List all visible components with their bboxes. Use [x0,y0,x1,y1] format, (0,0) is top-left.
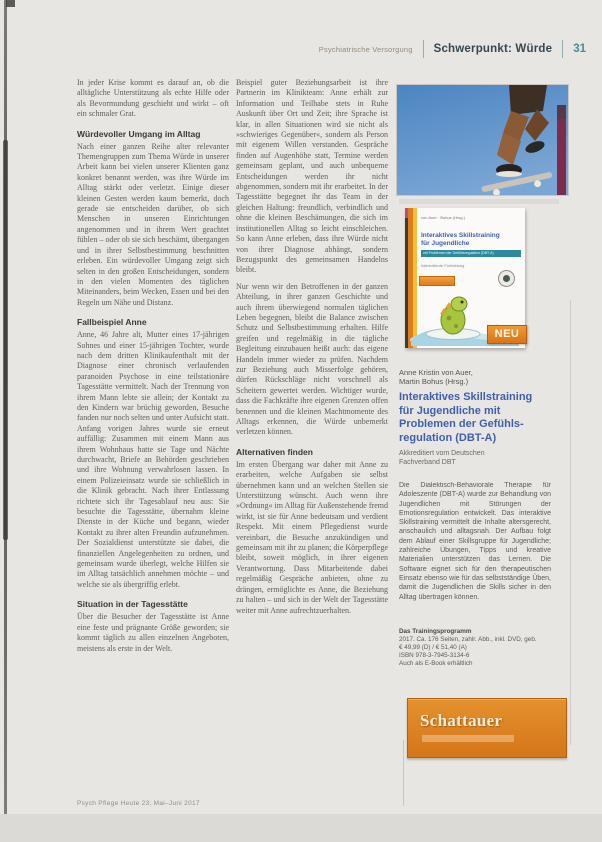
ad-author-line1: Anne Kristin von Auer, [399,368,473,377]
ad-details-heading: Das Trainingsprogramm [399,627,472,635]
running-head [319,40,586,58]
paragraph: Beispiel guter Beziehungsarbeit ist ihre Partnerin im Klinikteam: Anne erhält zur Information und Teilhabe stets in Ruhe Auskunft über Ort und Zeit; ihre Sprache ist klar, in allen Situationen wird sie nicht als »schwieriges Gegenüber«, sondern als Person mit eigenem Willen verstanden. Gespräche finden auf Augenhöhe statt, Termine werden gemeinsam geplant, und auch unbequeme Entscheidungen werden ihr nicht abgenommen, sondern mit ihr erarbeitet. In der Tagesstätte begegnet ihr das Team in der gleichen Haltung: freundlich, verbindlich und ohne die kleinen Beschämungen, die sich im institutionellen Alltag so leicht einschleichen. So kann Anne erleben, dass ihre Würde nicht von ihrer Diagnose abhängt, sondern Bezugspunkt des gemeinsamen Handelns bleibt. [236,78,388,275]
section-heading-wuerdevoller-umgang: Würdevoller Umgang im Alltag [77,128,201,139]
issue-topic-label: Schwerpunkt: Würde [433,43,553,55]
journal-footer: Psych Pflege Heute 23; Mai–Juni 2017 [77,800,200,807]
paragraph: In jeder Krise kommt es darauf an, ob die alltägliche Unterstützung als echte Hilfe oder als Bevormundung geschieht und wirkt – oft ein schmaler Grat. [77,78,229,119]
ad-title-line: für Jugendliche mit [399,404,501,417]
photo-caption-blur [399,199,559,204]
ad-description: Die Dialektisch-Behaviorale Therapie für Adoleszente (DBT-A) wurde zur Behandlung von Jugendlichen mit Störungen der Emotionsregulation entwickelt. Das interaktive Skillstraining vermittelt die Inhalte altersgerecht, anschaulich und alltagsnah. Der Aufbau folgt dem Ablauf einer Skillsgruppe für Jugendliche; zahlreiche Übungen, Tipps und kreative Materialien unterstützen das Lernen. Die Software eignet sich für den therapeutischen Einsatz ebenso wie für das selbstständige Üben, damit die Jugendlichen die Skills sicher in den Alltag übertragen können. [399,482,551,601]
ad-book-subtitle [399,450,569,467]
cover-title-line1: Interaktives Skillstraining [421,232,500,239]
ad-details-line: € 49,99 (D) / € 51,40 (A) [399,643,467,651]
cover-subtitle-banner: mit Problemen der Gefühlsregulation (DBT-A) [421,250,521,257]
paragraph: Nur wenn wir den Betroffenen in der ganzen Abteilung, in ihrer ganzen Geschichte und auch ihrem überwiegend normalen täglichen Leben begegnen, bleibt die Balance zwischen Schutz und Selbstbestimmung erhalten. Hilfe greifen und regelmäßig in die tägliche Begleitung einzubauen heißt auch: das eigene Handeln immer wieder zu prüfen. Nachdem zur Beziehung auch Misserfolge gehören, dürfen Rückschläge nicht vorschnell als Scheitern gewertet werden. Wichtiger wurde, dass die Fachkräfte ihre eigenen Grenzen offen benennen und die kleinen Machtmomente des Alltags erkennen, die Würde unbemerkt verletzen können. [236,281,388,437]
ad-title-line: regulation (DBT-A) [399,431,497,444]
ad-author-line2: Martin Bohus (Hrsg.) [399,377,469,386]
ad-subtitle-line1: Akkreditiert vom Deutschen [399,450,485,457]
scan-corner-mark [6,0,15,7]
paragraph: Nach einer ganzen Reihe alter relevanter Themengruppen zum Thema Würde in unserer Arbeit kann bei vielen unserer Klienten ganz konkret benannt werden, was ihre Würde im Alltag stärkt oder verletzt. Einige dieser kleinen Gesten werden kaum bemerkt, doch gerade sie entscheiden darüber, ob sich Menschen in unseren Einrichtungen angenommen und in ihrem Wert geachtet fühlen – oder ob sie sich beschämt, übergangen und in ihrer Selbstbestimmung beschnitten erleben. Ein würdevoller Umgang zeigt sich selten in den großen Entscheidungen, sondern in den vielen Momenten des täglichen Miteinanders, beim Wecken, Essen und bei den Regeln um Nähe und Distanz. [77,141,229,307]
cover-title [421,232,521,247]
ad-details-line: Auch als E-Book erhältlich [399,659,473,667]
ad-title-line: Problemen der Gefühls- [399,418,524,430]
page-bottom-edge [0,814,602,842]
ad-authors [399,368,569,386]
ad-right-rule [570,300,571,745]
skateboarder-photo [397,85,568,195]
cover-edition-note: Akkreditierte Fortbildung [421,263,465,268]
section-heading-alternativen-finden: Alternativen finden [236,446,313,457]
ad-subtitle-line2: Fachverband DBT [399,458,456,466]
publisher-seal-icon [498,270,515,287]
book-advertisement [397,85,569,758]
cover-title-line2: für Jugendliche [421,239,470,247]
cover-spine-stripe-pink [405,208,408,218]
section-heading-fallbeispiel-anne: Fallbeispiel Anne [77,317,147,328]
schattauer-wordmark: Schattauer [420,710,503,730]
neu-badge: NEU [487,325,527,344]
paragraph: Im ersten Übergang war daher mit Anne zu erarbeiten, welche Aufgaben sie selbst übernehmen kann und an welchen Stellen sie Unterstützung wünscht. Auch wenn ihre »Ordnung« im Alltag für Außenstehende fremd wirkt, ist sie für Anne bedeutsam und verdient Respekt. Mit einem Pflegedienst wurde vereinbart, die Besuche anzukündigen und gemeinsam mit ihr zu planen; die Körperpflege bleibt, soweit möglich, in ihrer eigenen Verantwortung. Dass Mitarbeitende dabei regelmäßig Gespräche anbieten, ohne zu drängen, ermöglichte es Anne, die Beziehung zu halten – und sich in der Welt der Tagesstätte weiter mit Anne aufrechtzuerhalten. [236,459,388,615]
cover-authors: von Auer · Bohus (Hrsg.) [421,215,466,220]
ad-bibliographic-details [399,628,569,668]
header-divider [423,40,424,58]
ad-details-line: 2017. Ca. 176 Seiten, zahlr. Abb., inkl. DVD, geb. [399,635,537,643]
ad-title-line: Interaktives Skillstraining [399,391,533,403]
binding-shadow-dark [3,140,8,540]
header-divider [562,40,563,58]
schattauer-logo-box [407,698,567,758]
ad-details-line: ISBN 978-3-7945-3134-6 [399,651,470,659]
schattauer-tagline-bar [422,735,514,742]
cover-orange-chip [419,276,455,286]
article-column-1 [77,78,229,660]
article-column-2 [236,78,388,622]
section-heading-situation-tagesstaette: Situation in der Tagesstätte [77,599,188,610]
paragraph: Anne, 46 Jahre alt, Mutter eines 17-jährigen Sohnes und einer 15-jährigen Tochter, wurde nach dem dritten Klinikaufenthalt mit der Diagnose einer chronisch verlaufenden paranoiden Psychose in eine teilstationäre Tagesstätte vermittelt. Nach der Trennung von ihrem Mann lebte sie allein; der Kontakt zu den Kindern war brüchig geworden, Besuche fanden nur noch selten und unter Aufsicht statt. Anfang vorigen Jahres wurde sie erneut auffällig: Zusammen mit einem Mann aus ihrem Wohnhaus hatte sie Tage und Nächte durchwacht, Briefe an Behörden geschrieben und ihre Wohnung verwahrlosen lassen. In einem Polizeieinsatz wurde sie schließlich in die Klinik gebracht. Nach ihrer Entlassung richtete sich ihr Tagesablauf neu aus: Sie besuchte die Tagesstätte, übernahm kleine Dienste in der Küche und begann, wieder Kontakt zu ihrer alten Freundin aufzunehmen. Der Sozialdienst unterstützte sie dabei, die finanziellen Angelegenheiten zu ordnen, und gemeinsam wurde überlegt, welche Hilfen sie im Alltag tatsächlich annehmen möchte – und welche sie als übergriffig erlebt. [77,330,229,589]
paragraph: Über die Besucher der Tagesstätte ist Anne eine feste und prägnante Größe geworden; sie kommt täglich zu allen einzelnen Angeboten, meistens als erste in der Welt. [77,612,229,653]
page-number: 31 [573,43,586,55]
book-cover [405,208,525,348]
ad-book-title [399,391,569,445]
journal-section-label: Psychiatrische Versorgung [318,44,413,54]
